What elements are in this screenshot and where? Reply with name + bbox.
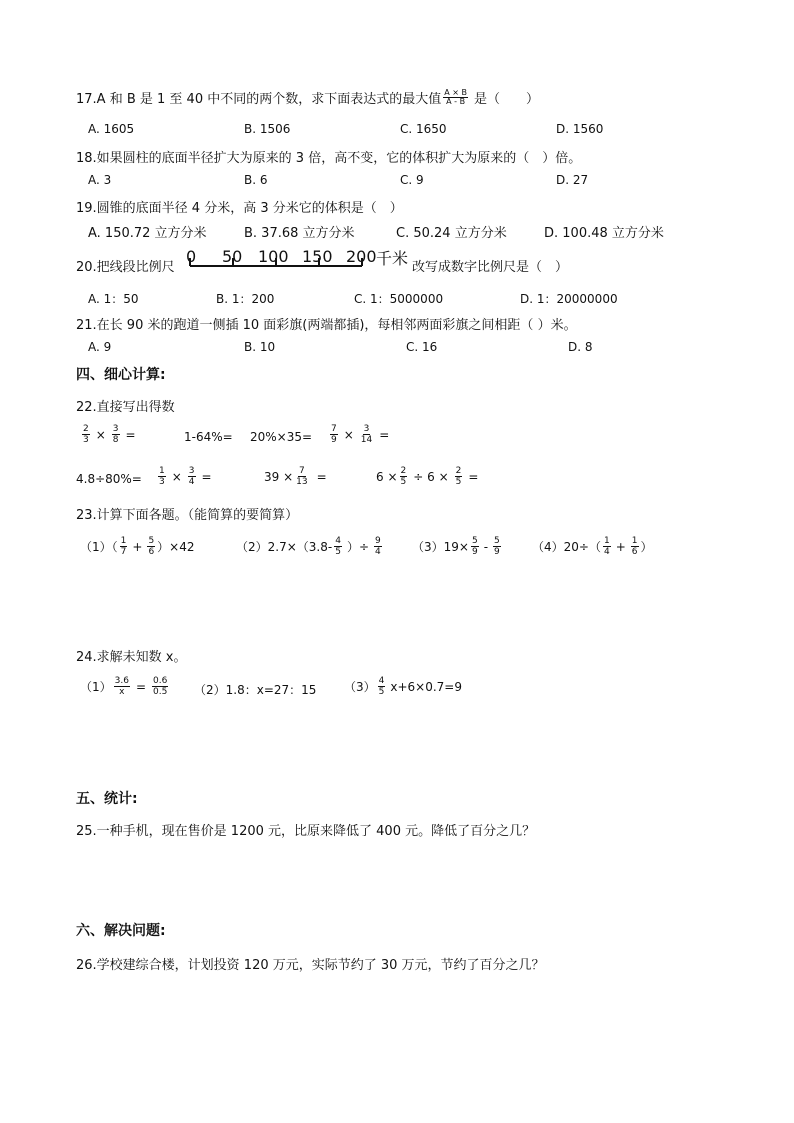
expression-prefix: （2）2.7×（3.8-	[236, 540, 333, 554]
equals-sign: =	[201, 469, 212, 484]
fraction: $\frac{0.6}{0.5}$	[153, 676, 168, 697]
fraction: $\frac{4}{5}$	[335, 536, 341, 557]
q18-option-d[interactable]: D. 27	[556, 173, 589, 187]
q19-option-c[interactable]: C. 50.24 立方分米	[396, 226, 507, 241]
question-21-text: 21.在长 90 米的跑道一侧插 10 面彩旗(两端都插)，每相邻两面彩旗之间相距（ ）米。	[76, 318, 577, 333]
fraction: $\frac{5}{9}$	[494, 536, 500, 557]
question-20-suffix: 改写成数字比例尺是（ ）	[412, 260, 569, 275]
fraction: $\frac{4}{5}$	[378, 676, 385, 697]
q24-part-2: （2）1.8：x=27：15	[194, 683, 317, 697]
q21-option-b[interactable]: B. 10	[244, 340, 276, 354]
expression-suffix: ）	[640, 540, 653, 554]
q22-item-8	[376, 466, 478, 487]
q19-option-a[interactable]: A. 150.72 立方分米	[88, 226, 207, 241]
question-24-title: 24.求解未知数 x。	[76, 650, 187, 665]
question-17-fraction: $\frac{A \times B}{A - B}$	[444, 88, 467, 106]
expression-prefix: （3）	[344, 680, 376, 694]
section-4-heading: 四、细心计算:	[76, 367, 166, 383]
q20-option-c[interactable]: C. 1：5000000	[354, 292, 444, 306]
expression-prefix: （1）	[80, 680, 112, 694]
fraction: $\frac{3}{8}$	[112, 424, 119, 445]
fraction: $\frac{5}{6}$	[148, 536, 155, 557]
q20-option-d[interactable]: D. 1：20000000	[520, 292, 618, 306]
fraction: $\frac{7}{13}$	[296, 466, 308, 487]
plus-sign: +	[132, 539, 143, 554]
expression-prefix: （1）（	[80, 540, 118, 554]
q21-option-c[interactable]: C. 16	[406, 340, 438, 354]
question-22-title: 22.直接写出得数	[76, 400, 175, 415]
times-sign: ×	[171, 469, 182, 484]
q24-part-3	[344, 676, 462, 697]
question-19-text: 19.圆锥的底面半径 4 分米，高 3 分米它的体积是（ ）	[76, 201, 403, 216]
q21-option-a[interactable]: A. 9	[88, 340, 112, 354]
q17-option-a[interactable]: A. 1605	[88, 122, 135, 136]
expression-suffix: x+6×0.7=9	[390, 679, 462, 694]
fraction: $\frac{2}{5}$	[455, 466, 462, 487]
scale-label-200: 200	[346, 247, 377, 266]
question-17-text: 17.A 和 B 是 1 至 40 中不同的两个数，求下面表达式的最大值	[76, 92, 442, 107]
q19-option-b[interactable]: B. 37.68 立方分米	[244, 226, 355, 241]
q22-item-1	[80, 424, 136, 445]
section-6-heading: 六、解决问题:	[76, 923, 166, 939]
q22-item-2: 1-64%=	[184, 430, 233, 444]
question-17-tail: 是（ ）	[473, 92, 539, 107]
q21-option-d[interactable]: D. 8	[568, 340, 593, 354]
expression-prefix: （4）20÷（	[532, 540, 601, 554]
equals-sign: =	[468, 469, 479, 484]
times-sign: ×	[343, 427, 354, 442]
fraction: $\frac{3.6}{x}$	[114, 676, 129, 697]
scale-label-50: 50	[222, 247, 243, 266]
q18-option-c[interactable]: C. 9	[400, 173, 424, 187]
fraction: $\frac{2}{5}$	[400, 466, 407, 487]
question-18-text: 18.如果圆柱的底面半径扩大为原来的 3 倍，高不变，它的体积扩大为原来的（ ）倍。	[76, 151, 582, 166]
q20-option-a[interactable]: A. 1：50	[88, 292, 139, 306]
expression-prefix: 6 ×	[376, 469, 398, 484]
q20-option-b[interactable]: B. 1：200	[216, 292, 275, 306]
equals-sign: =	[135, 679, 147, 694]
scale-label-150: 150	[302, 247, 333, 266]
expression-middle: ）÷	[346, 540, 369, 554]
q23-part-3	[412, 536, 503, 557]
q17-option-c[interactable]: C. 1650	[400, 122, 447, 136]
q23-part-1	[80, 536, 195, 557]
scale-unit: 千米	[376, 249, 409, 268]
q23-part-4	[532, 536, 653, 557]
q24-part-1	[80, 676, 170, 697]
expression-prefix: 39 ×	[264, 469, 294, 484]
expression-suffix: ）×42	[157, 540, 195, 554]
fraction: $\frac{1}{6}$	[631, 536, 638, 557]
section-5-heading: 五、统计:	[76, 791, 138, 807]
q17-option-d[interactable]: D. 1560	[556, 122, 604, 136]
fraction: $\frac{2}{3}$	[83, 424, 89, 445]
times-sign: ×	[95, 427, 106, 442]
fraction: $\frac{3}{14}$	[360, 424, 373, 445]
question-17	[76, 88, 539, 107]
q23-part-2	[236, 536, 384, 557]
q22-item-3: 20%×35=	[250, 430, 313, 444]
question-23-title: 23.计算下面各题。（能简算的要简算）	[76, 508, 299, 523]
scale-label-100: 100	[258, 247, 289, 266]
fraction: $\frac{1}{7}$	[120, 536, 127, 557]
question-25-text: 25.一种手机，现在售价是 1200 元，比原来降低了 400 元。降低了百分之几？	[76, 824, 536, 839]
fraction: $\frac{7}{9}$	[331, 424, 337, 445]
fraction: $\frac{1}{3}$	[159, 466, 165, 487]
q22-item-7	[264, 466, 327, 487]
q22-item-4	[328, 424, 389, 445]
fraction: $\frac{3}{4}$	[188, 466, 195, 487]
plus-sign: +	[615, 539, 626, 554]
q18-option-b[interactable]: B. 6	[244, 173, 268, 187]
q19-option-d[interactable]: D. 100.48 立方分米	[544, 226, 664, 241]
q17-option-b[interactable]: B. 1506	[244, 122, 291, 136]
question-26-text: 26.学校建综合楼，计划投资 120 万元，实际节约了 30 万元，节约了百分之几？	[76, 958, 545, 973]
q22-item-5: 4.8÷80%=	[76, 472, 142, 486]
fraction: $\frac{1}{4}$	[603, 536, 610, 557]
fraction: $\frac{5}{9}$	[471, 536, 478, 557]
minus-sign: -	[483, 539, 489, 554]
equals-sign: =	[379, 427, 390, 442]
q18-option-a[interactable]: A. 3	[88, 173, 112, 187]
equals-sign: =	[316, 469, 327, 484]
q22-item-6	[156, 466, 212, 487]
scale-label-0: 0	[186, 247, 197, 266]
fraction: $\frac{9}{4}$	[375, 536, 381, 557]
equals-sign: =	[125, 427, 136, 442]
question-20-prefix: 20.把线段比例尺	[76, 260, 175, 275]
expression-prefix: （3）19×	[412, 540, 469, 554]
expression-middle: ÷ 6 ×	[413, 469, 449, 484]
